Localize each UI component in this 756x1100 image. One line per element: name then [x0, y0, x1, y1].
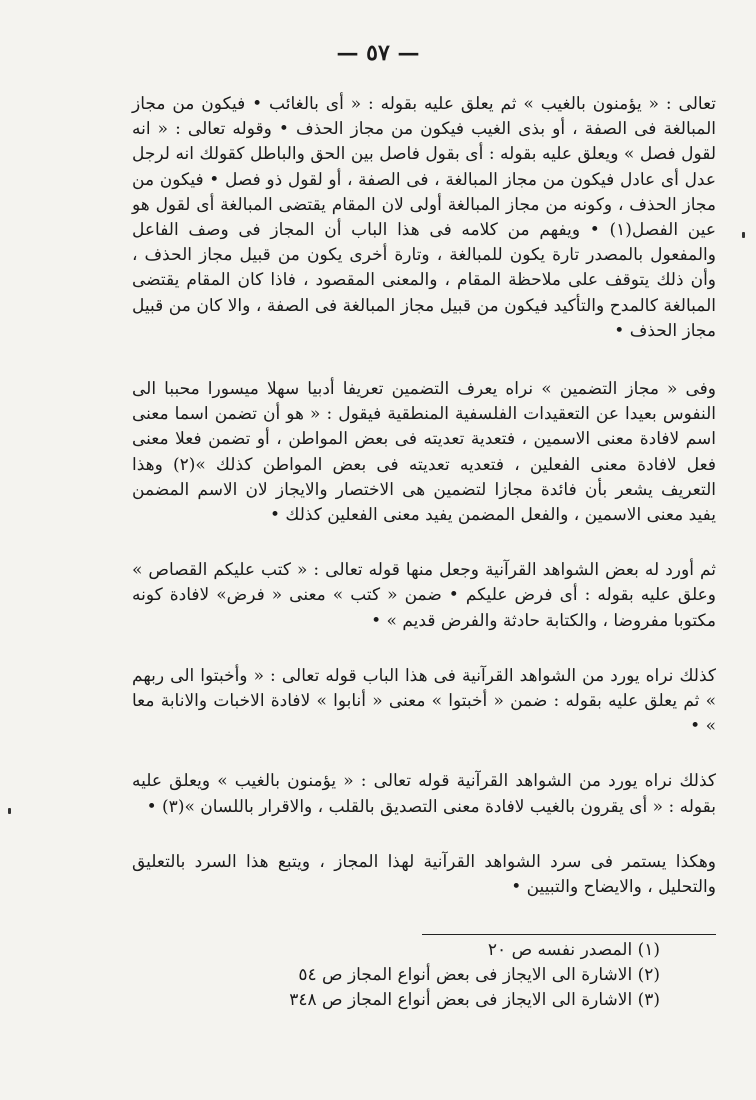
margin-mark-right — [742, 232, 745, 238]
paragraph-5: كذلك نراه يورد من الشواهد القرآنية قوله تعالى : « يؤمنون بالغيب » ويعلق عليه بقوله : « أى يقرون بالغيب لافادة معنى التصديق بالقلب ، والاقرار باللسان »(٣) • — [132, 771, 716, 817]
paragraph-4: كذلك نراه يورد من الشواهد القرآنية فى هذا الباب قوله تعالى : « وأخبتوا الى ربهم » ثم يعلق عليه بقوله : ضمن « أخبتوا » معنى « أنابوا » لافادة الاخبات والانابة معا » • — [132, 665, 716, 737]
paragraph-3: ثم أورد له بعض الشواهد القرآنية وجعل منها قوله تعالى : « كتب عليكم القصاص » وعلق عليه بقوله : أى فرض عليكم • ضمن « كتب » معنى « فرض» لافادة كونه مكتوبا مفروضا ، والكتابة حادثة والفرض قديم » • — [132, 560, 716, 631]
paragraph-1: تعالى : « يؤمنون بالغيب » ثم يعلق عليه بقوله : « أى بالغائب • فيكون من مجاز المبالغة فى الصفة ، أو بذى الغيب فيكون من مجاز الحذف • وقوله تعالى : « انه لقول فصل » ويعلق عليه بقوله : أى بقول فاصل بين الحق والباطل كقولك انه لرجل عدل أى عادل فيكون من مجاز المبالغة ، فى الصفة ، أو لقول ذو فصل • فيكون من مجاز الحذف ، وكونه من مجاز المبالغة أولى لان المقام يقتضى المبالغة أى لقول هو عين الفصل(١) • ويفهم من كلامه فى هذا الباب أن المجاز فى وصف الفاعل والمفعول بالمصدر تارة يكون للمبالغة ، وتارة أخرى يكون من قبيل مجاز الحذف ، وأن ذلك يتوقف على ملاحظة المقام ، والمعنى المقصود ، فاذا كان المقام يقتضى المبالغة كالمدح والتأكيد فيكون من قبيل مجاز المبالغة فى الصفة ، والا كان من قبيل مجاز الحذف • — [132, 94, 716, 341]
page-number: — ٥٧ — — [336, 40, 420, 66]
footnotes — [200, 938, 660, 1013]
footnote-divider — [422, 934, 716, 935]
margin-mark-left — [8, 808, 11, 814]
footnote-1: (١) المصدر نفسه ص ٢٠ — [487, 940, 660, 960]
body-text — [132, 92, 716, 900]
footnote-2: (٢) الاشارة الى الايجاز فى بعض أنواع المجاز ص ٥٤ — [298, 965, 660, 985]
paragraph-6: وهكذا يستمر فى سرد الشواهد القرآنية لهذا المجاز ، ويتبع هذا السرد بالتعليق والتحليل ، والايضاح والتبيين • — [132, 851, 716, 898]
footnote-3: (٣) الاشارة الى الايجاز فى بعض أنواع المجاز ص ٣٤٨ — [289, 990, 660, 1010]
paragraph-2: وفى « مجاز التضمين » نراه يعرف التضمين تعريفا أدبيا سهلا ميسورا محببا الى النفوس بعيدا عن التعقيدات الفلسفية المنطقية فيقول : « هو أن تضمن اسما معنى اسم لافادة معنى الاسمين ، فتعدية تعديته فى بعض المواطن ، أو تضمن فعلا معنى فعل لافادة معنى الفعلين ، فتعديه تعديته فى بعض المواطن كذلك »(٢) وهذا التعريف يشعر بأن فائدة مجازا لتضمين هى الاختصار والايجاز لان الاسم المضمن يفيد معنى الاسمين ، والفعل المضمن يفيد معنى الفعلين كذلك • — [132, 379, 716, 526]
